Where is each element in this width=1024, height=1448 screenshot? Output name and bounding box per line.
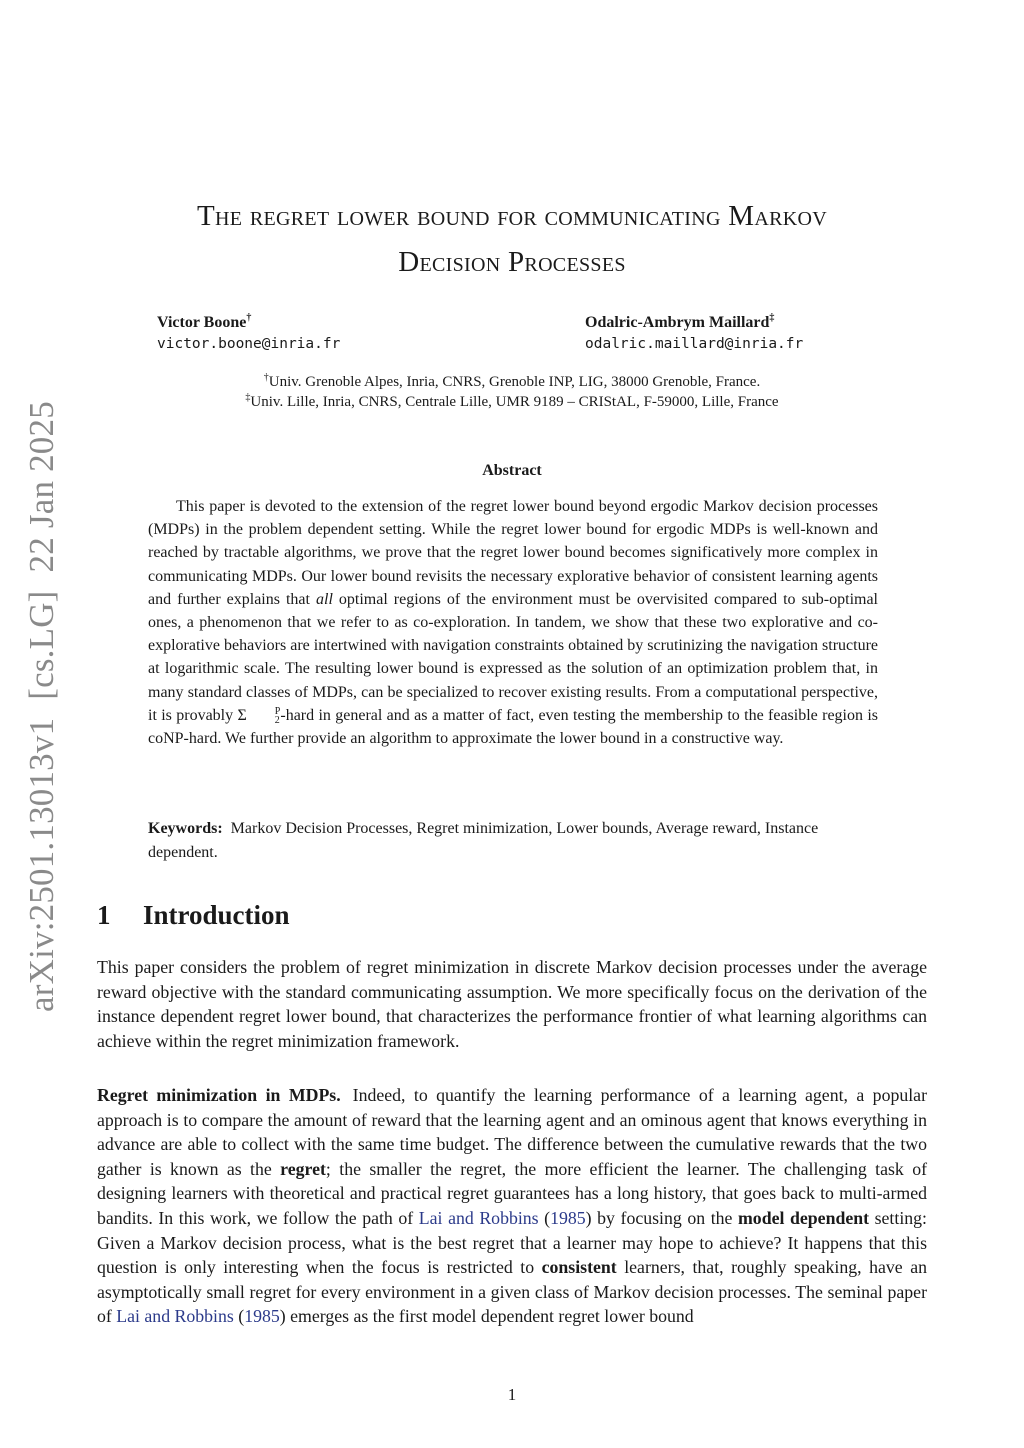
arxiv-date: 22 Jan 2025 xyxy=(22,401,61,573)
sigma-2-p-symbol: Σ P 2 xyxy=(237,706,281,727)
keywords xyxy=(148,817,878,864)
citation-link[interactable]: Lai and Robbins (1985) xyxy=(418,1207,592,1228)
section-title: Introduction xyxy=(143,900,290,930)
keywords-text: Markov Decision Processes, Regret minimization, Lower bounds, Average reward, Instance dependent. xyxy=(148,820,819,861)
author-name: Odalric-Ambrym Maillard‡ xyxy=(585,312,775,331)
abstract-emphasis: all xyxy=(316,590,333,608)
affiliations xyxy=(100,372,924,412)
author-block-2 xyxy=(585,312,803,354)
page-number: 1 xyxy=(507,1385,517,1404)
author-mark: † xyxy=(246,312,252,324)
title-line-2: Decision Processes xyxy=(398,246,626,278)
arxiv-sidebar-stamp xyxy=(22,401,62,1012)
section-number: 1 xyxy=(97,900,111,930)
abstract-body: This paper is devoted to the extension of the regret lower bound beyond ergodic Markov decision processes (MDPs) in the problem dependent setting. While the regret lower bound for ergodic MDPs is well-known and reached by tractable algorithms, we prove that the regret lower bound becomes significatively more complex in communicating MDPs. Our lower bound revisits the necessary explorative behavior of consistent learning agents and further explains that all optimal regions of the environment must be overvisited compared to sub-optimal ones, a phenomenon that we refer to as co-exploration. In tandem, we show that these two explorative and co-explorative behaviors are intertwined with navigation constraints obtained by scrutinizing the navigation structure at logarithmic scale. The resulting lower bound is expressed as the solution of an optimization problem that, in many standard classes of MDPs, can be specialized to recover existing results. From a computational perspective, it is provably Σ P 2 -hard in general and as a matter of fact, even testing the membership to the feasible region is coNP-hard. We further provide an algorithm to approximate the lower bound in a constructive way. xyxy=(148,498,879,748)
arxiv-id: arXiv:2501.13013v1 xyxy=(22,717,61,1012)
title-line-1: The regret lower bound for communicating Markov xyxy=(197,200,827,232)
citation-link[interactable]: Lai and Robbins (1985) xyxy=(116,1306,286,1327)
intro-paragraph-1: This paper considers the problem of regret minimization in discrete Markov decision processes under the average reward objective with the standard communicating assumption. We more specifically focus on the derivation of the instance dependent regret lower bound, that characterizes the performance frontier of what learning algorithms can achieve within the regret minimization framework. xyxy=(97,957,927,1051)
section-heading-introduction xyxy=(97,900,290,931)
affiliation-2: ‡Univ. Lille, Inria, CNRS, Centrale Lille, UMR 9189 – CRIStAL, F-59000, Lille, France xyxy=(245,392,779,410)
intro-paragraph-2: Regret minimization in MDPs. Indeed, to quantify the learning performance of a learning agent, a popular approach is to compare the amount of reward that the learning agent and an ominous agent that knows everything in advance are able to collect with the same time budget. The difference between the cumulative rewards that the two gather is known as the regret; the smaller the regret, the more efficient the learner. The challenging task of designing learners with theoretical and practical regret guarantees has a long history, that goes back to multi-armed bandits. In this work, we follow the path of Lai and Robbins (1985) by focusing on the model dependent setting: Given a Markov decision process, what is the best regret that a learner may hope to achieve? It happens that this question is only interesting when the focus is restricted to consistent learners, that, roughly speaking, have an asymptotically small regret for every environment in a given class of Markov decision processes. The seminal paper of Lai and Robbins (1985) emerges as the first model dependent regret lower bound xyxy=(97,1085,928,1327)
paragraph-run-in-heading: Regret minimization in MDPs. xyxy=(97,1085,341,1105)
author-mark: ‡ xyxy=(769,312,775,324)
arxiv-category: [cs.LG] xyxy=(22,590,61,700)
paper-title xyxy=(100,193,924,285)
abstract-heading: Abstract xyxy=(482,462,542,479)
keywords-label: Keywords: xyxy=(148,820,223,837)
author-email: odalric.maillard@inria.fr xyxy=(585,336,804,352)
author-block-1 xyxy=(157,312,340,354)
author-email: victor.boone@inria.fr xyxy=(157,336,341,352)
author-name: Victor Boone† xyxy=(157,312,252,331)
affiliation-1: †Univ. Grenoble Alpes, Inria, CNRS, Grenoble INP, LIG, 38000 Grenoble, France. xyxy=(263,372,761,390)
